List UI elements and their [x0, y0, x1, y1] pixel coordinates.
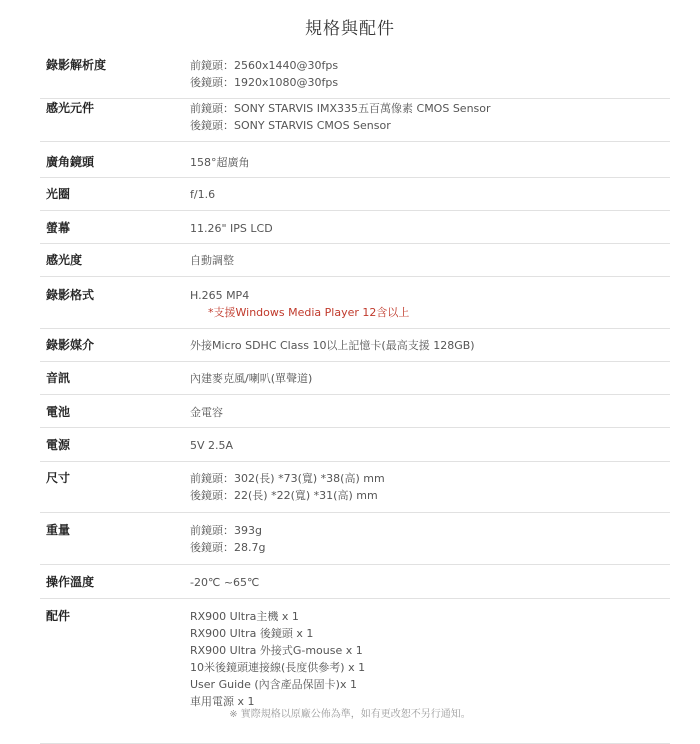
spec-label: 廣角鏡頭 [46, 155, 95, 169]
spec-label: 錄影解析度 [46, 58, 107, 72]
spec-table [40, 48, 670, 744]
spec-value: User Guide (內含產品保固卡)x 1 [190, 678, 357, 691]
spec-values [190, 186, 670, 210]
spec-row [40, 574, 670, 599]
spec-label: 重量 [46, 523, 71, 537]
spec-value: 10米後鏡頭連接線(長度供參考) x 1 [190, 661, 366, 674]
spec-row [40, 437, 670, 462]
spec-row [40, 287, 670, 329]
spec-values [190, 574, 670, 598]
spec-value: 金電容 [190, 406, 223, 419]
spec-value: 後鏡頭：1920x1080@30fps [190, 76, 339, 89]
spec-values [190, 608, 670, 743]
spec-label: 錄影媒介 [46, 338, 95, 352]
spec-row [40, 186, 670, 211]
spec-values [190, 287, 670, 328]
spec-row [40, 404, 670, 428]
spec-value: 5V 2.5A [190, 439, 234, 452]
spec-values [190, 470, 670, 512]
spec-row [40, 57, 670, 99]
spec-values [190, 370, 670, 394]
spec-values [190, 220, 670, 243]
spec-value: RX900 Ultra 後鏡頭 x 1 [190, 627, 314, 640]
spec-value: f/1.6 [190, 188, 216, 201]
spec-row [40, 370, 670, 395]
spec-value: RX900 Ultra主機 x 1 [190, 610, 299, 623]
spec-value: 前鏡頭：SONY STARVIS IMX335五百萬像素 CMOS Sensor [190, 102, 491, 115]
spec-label: 操作溫度 [46, 575, 95, 589]
spec-value: 後鏡頭：22(長) *22(寬) *31(高) mm [190, 489, 378, 502]
spec-row [40, 100, 670, 142]
spec-value: RX900 Ultra 外接式G-mouse x 1 [190, 644, 363, 657]
spec-row [40, 252, 670, 277]
spec-values [190, 437, 670, 461]
spec-label: 電源 [46, 438, 71, 452]
spec-values [190, 252, 670, 276]
spec-value: H.265 MP4 [190, 289, 250, 302]
spec-value: 前鏡頭：2560x1440@30fps [190, 59, 339, 72]
spec-value: 11.26" IPS LCD [190, 222, 273, 235]
spec-values [190, 57, 670, 98]
spec-label: 尺寸 [46, 471, 71, 485]
spec-row [40, 470, 670, 513]
spec-value: 後鏡頭：SONY STARVIS CMOS Sensor [190, 119, 391, 132]
spec-values [190, 154, 670, 177]
spec-label: 感光元件 [46, 101, 95, 115]
page-title: 規格與配件 [305, 19, 395, 39]
spec-label: 螢幕 [46, 221, 71, 235]
spec-value: 前鏡頭：302(長) *73(寬) *38(高) mm [190, 472, 385, 485]
spec-value: 158°超廣角 [190, 156, 250, 169]
spec-value: 車用電源 x 1 [190, 695, 255, 708]
spec-row [40, 522, 670, 565]
spec-label: 配件 [46, 609, 71, 623]
footnote: ※ 實際規格以原廠公佈為準，如有更改恕不另行通知。 [229, 709, 471, 720]
spec-value: 自動調整 [190, 254, 234, 267]
spec-row [40, 337, 670, 362]
spec-value: *支援Windows Media Player 12含以上 [208, 306, 410, 319]
spec-values [190, 404, 670, 427]
spec-label: 音訊 [46, 371, 71, 385]
spec-value: 內建麥克風/喇叭(單聲道) [190, 372, 313, 385]
spec-row [40, 220, 670, 244]
spec-row [40, 154, 670, 178]
spec-values [190, 100, 670, 141]
spec-label: 錄影格式 [46, 288, 95, 302]
spec-label: 光圈 [46, 187, 71, 201]
spec-value: 前鏡頭：393g [190, 524, 262, 537]
spec-values [190, 337, 670, 361]
spec-values [190, 522, 670, 564]
spec-label: 電池 [46, 405, 71, 419]
spec-value: 後鏡頭：28.7g [190, 541, 266, 554]
spec-value: 外接Micro SDHC Class 10以上記憶卡(最高支援 128GB) [190, 339, 475, 352]
spec-label: 感光度 [46, 253, 83, 267]
spec-row [40, 608, 670, 744]
spec-value: -20℃ ~65℃ [190, 576, 260, 589]
